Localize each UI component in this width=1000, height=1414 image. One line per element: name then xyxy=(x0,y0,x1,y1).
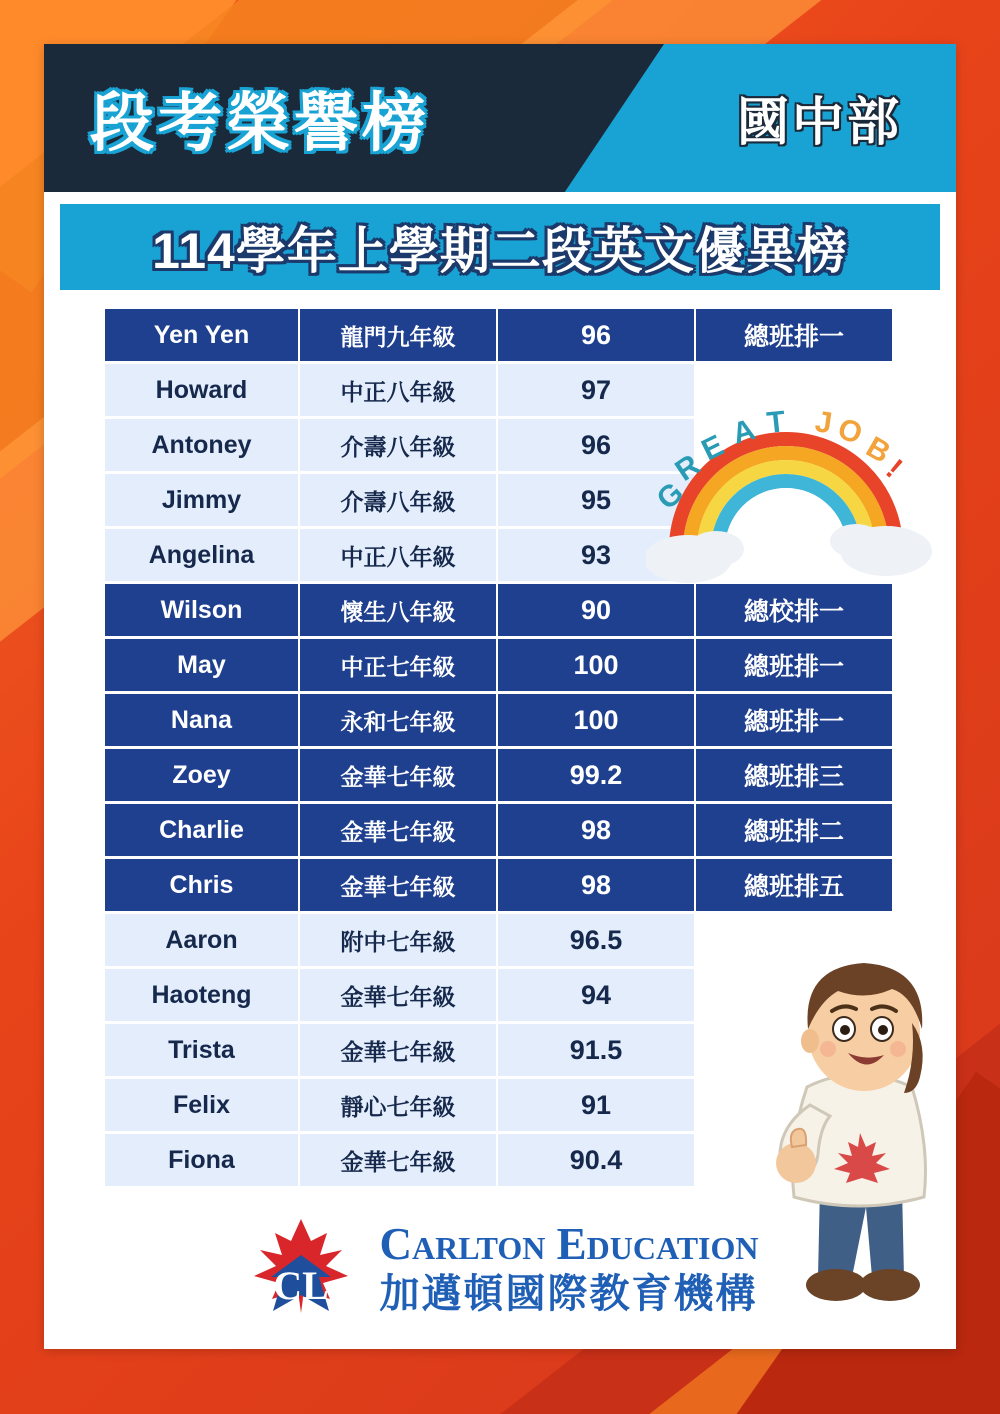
table-cell-score: 90.4 xyxy=(497,1133,695,1187)
subtitle-text: 114學年上學期二段英文優異榜 xyxy=(152,223,848,279)
table-cell-class: 金華七年級 xyxy=(299,1133,497,1187)
table-cell-class: 龍門九年級 xyxy=(299,308,497,362)
table-cell-name: Howard xyxy=(104,363,299,417)
great-job-letter: O xyxy=(833,412,867,451)
table-cell-rank: 總班排一 xyxy=(695,638,893,692)
table-cell-rank: 總班排三 xyxy=(695,748,893,802)
table-cell-class: 介壽八年級 xyxy=(299,473,497,527)
table-row xyxy=(104,693,899,747)
maple-leaf-logo-icon xyxy=(241,1213,361,1323)
great-job-sticker xyxy=(646,399,946,589)
table-cell-score: 97 xyxy=(497,363,695,417)
table-cell-score: 100 xyxy=(497,638,695,692)
table-cell-class: 靜心七年級 xyxy=(299,1078,497,1132)
table-cell-score: 94 xyxy=(497,968,695,1022)
great-job-letter: B xyxy=(860,430,896,470)
table-cell-score: 98 xyxy=(497,803,695,857)
brand-name-en: Carlton Education xyxy=(379,1219,759,1270)
table-row xyxy=(104,638,899,692)
brand-name-zh: 加邁頓國際教育機構 xyxy=(379,1271,758,1316)
table-cell-class: 中正八年級 xyxy=(299,528,497,582)
table-cell-class: 懷生八年級 xyxy=(299,583,497,637)
table-cell-name: Antoney xyxy=(104,418,299,472)
poster-header xyxy=(44,44,956,192)
table-row xyxy=(104,858,899,912)
table-cell-class: 金華七年級 xyxy=(299,1023,497,1077)
table-cell-name: May xyxy=(104,638,299,692)
table-cell-class: 中正八年級 xyxy=(299,363,497,417)
subtitle-banner xyxy=(60,204,940,290)
table-cell-class: 附中七年級 xyxy=(299,913,497,967)
table-cell-score: 96 xyxy=(497,418,695,472)
table-cell-name: Fiona xyxy=(104,1133,299,1187)
page-title: 段考榮譽榜 xyxy=(90,87,430,159)
table-cell-name: Felix xyxy=(104,1078,299,1132)
svg-text:CL: CL xyxy=(273,1263,330,1308)
table-cell-rank: 總班排一 xyxy=(695,308,893,362)
table-cell-class: 金華七年級 xyxy=(299,858,497,912)
table-cell-name: Wilson xyxy=(104,583,299,637)
table-cell-score: 91 xyxy=(497,1078,695,1132)
table-cell-name: Aaron xyxy=(104,913,299,967)
table-cell-score: 95 xyxy=(497,473,695,527)
great-job-letter: R xyxy=(669,448,706,488)
table-row xyxy=(104,308,899,362)
great-job-letter: E xyxy=(696,428,730,468)
great-job-letter: ! xyxy=(879,453,909,485)
table-row xyxy=(104,748,899,802)
table-cell-class: 金華七年級 xyxy=(299,748,497,802)
table-cell-name: Charlie xyxy=(104,803,299,857)
table-cell-score: 96.5 xyxy=(497,913,695,967)
footer-branding xyxy=(44,1213,956,1323)
table-cell-score: 96 xyxy=(497,308,695,362)
table-cell-class: 金華七年級 xyxy=(299,968,497,1022)
table-cell-score: 100 xyxy=(497,693,695,747)
table-cell-rank: 總班排五 xyxy=(695,858,893,912)
table-cell-name: Chris xyxy=(104,858,299,912)
great-job-letter: T xyxy=(765,405,787,440)
table-cell-score: 99.2 xyxy=(497,748,695,802)
table-cell-name: Jimmy xyxy=(104,473,299,527)
table-cell-name: Nana xyxy=(104,693,299,747)
great-job-letter: A xyxy=(728,413,759,451)
table-cell-class: 永和七年級 xyxy=(299,693,497,747)
table-cell-rank: 總班排二 xyxy=(695,803,893,857)
table-cell-score: 93 xyxy=(497,528,695,582)
table-cell-class: 中正七年級 xyxy=(299,638,497,692)
table-cell-name: Yen Yen xyxy=(104,308,299,362)
department-label: 國中部 xyxy=(736,94,902,152)
table-cell-score: 90 xyxy=(497,583,695,637)
table-cell-class: 金華七年級 xyxy=(299,803,497,857)
table-cell-name: Zoey xyxy=(104,748,299,802)
table-cell-rank: 總班排一 xyxy=(695,693,893,747)
table-row xyxy=(104,583,899,637)
great-job-letter: J xyxy=(813,405,835,441)
table-cell-name: Haoteng xyxy=(104,968,299,1022)
table-cell-name: Angelina xyxy=(104,528,299,582)
table-cell-rank: 總校排一 xyxy=(695,583,893,637)
table-cell-score: 91.5 xyxy=(497,1023,695,1077)
table-cell-score: 98 xyxy=(497,858,695,912)
table-row xyxy=(104,803,899,857)
table-cell-name: Trista xyxy=(104,1023,299,1077)
great-job-letter: G xyxy=(650,476,691,517)
rainbow-icon xyxy=(646,399,946,589)
table-cell-class: 介壽八年級 xyxy=(299,418,497,472)
poster-sheet xyxy=(44,44,956,1349)
